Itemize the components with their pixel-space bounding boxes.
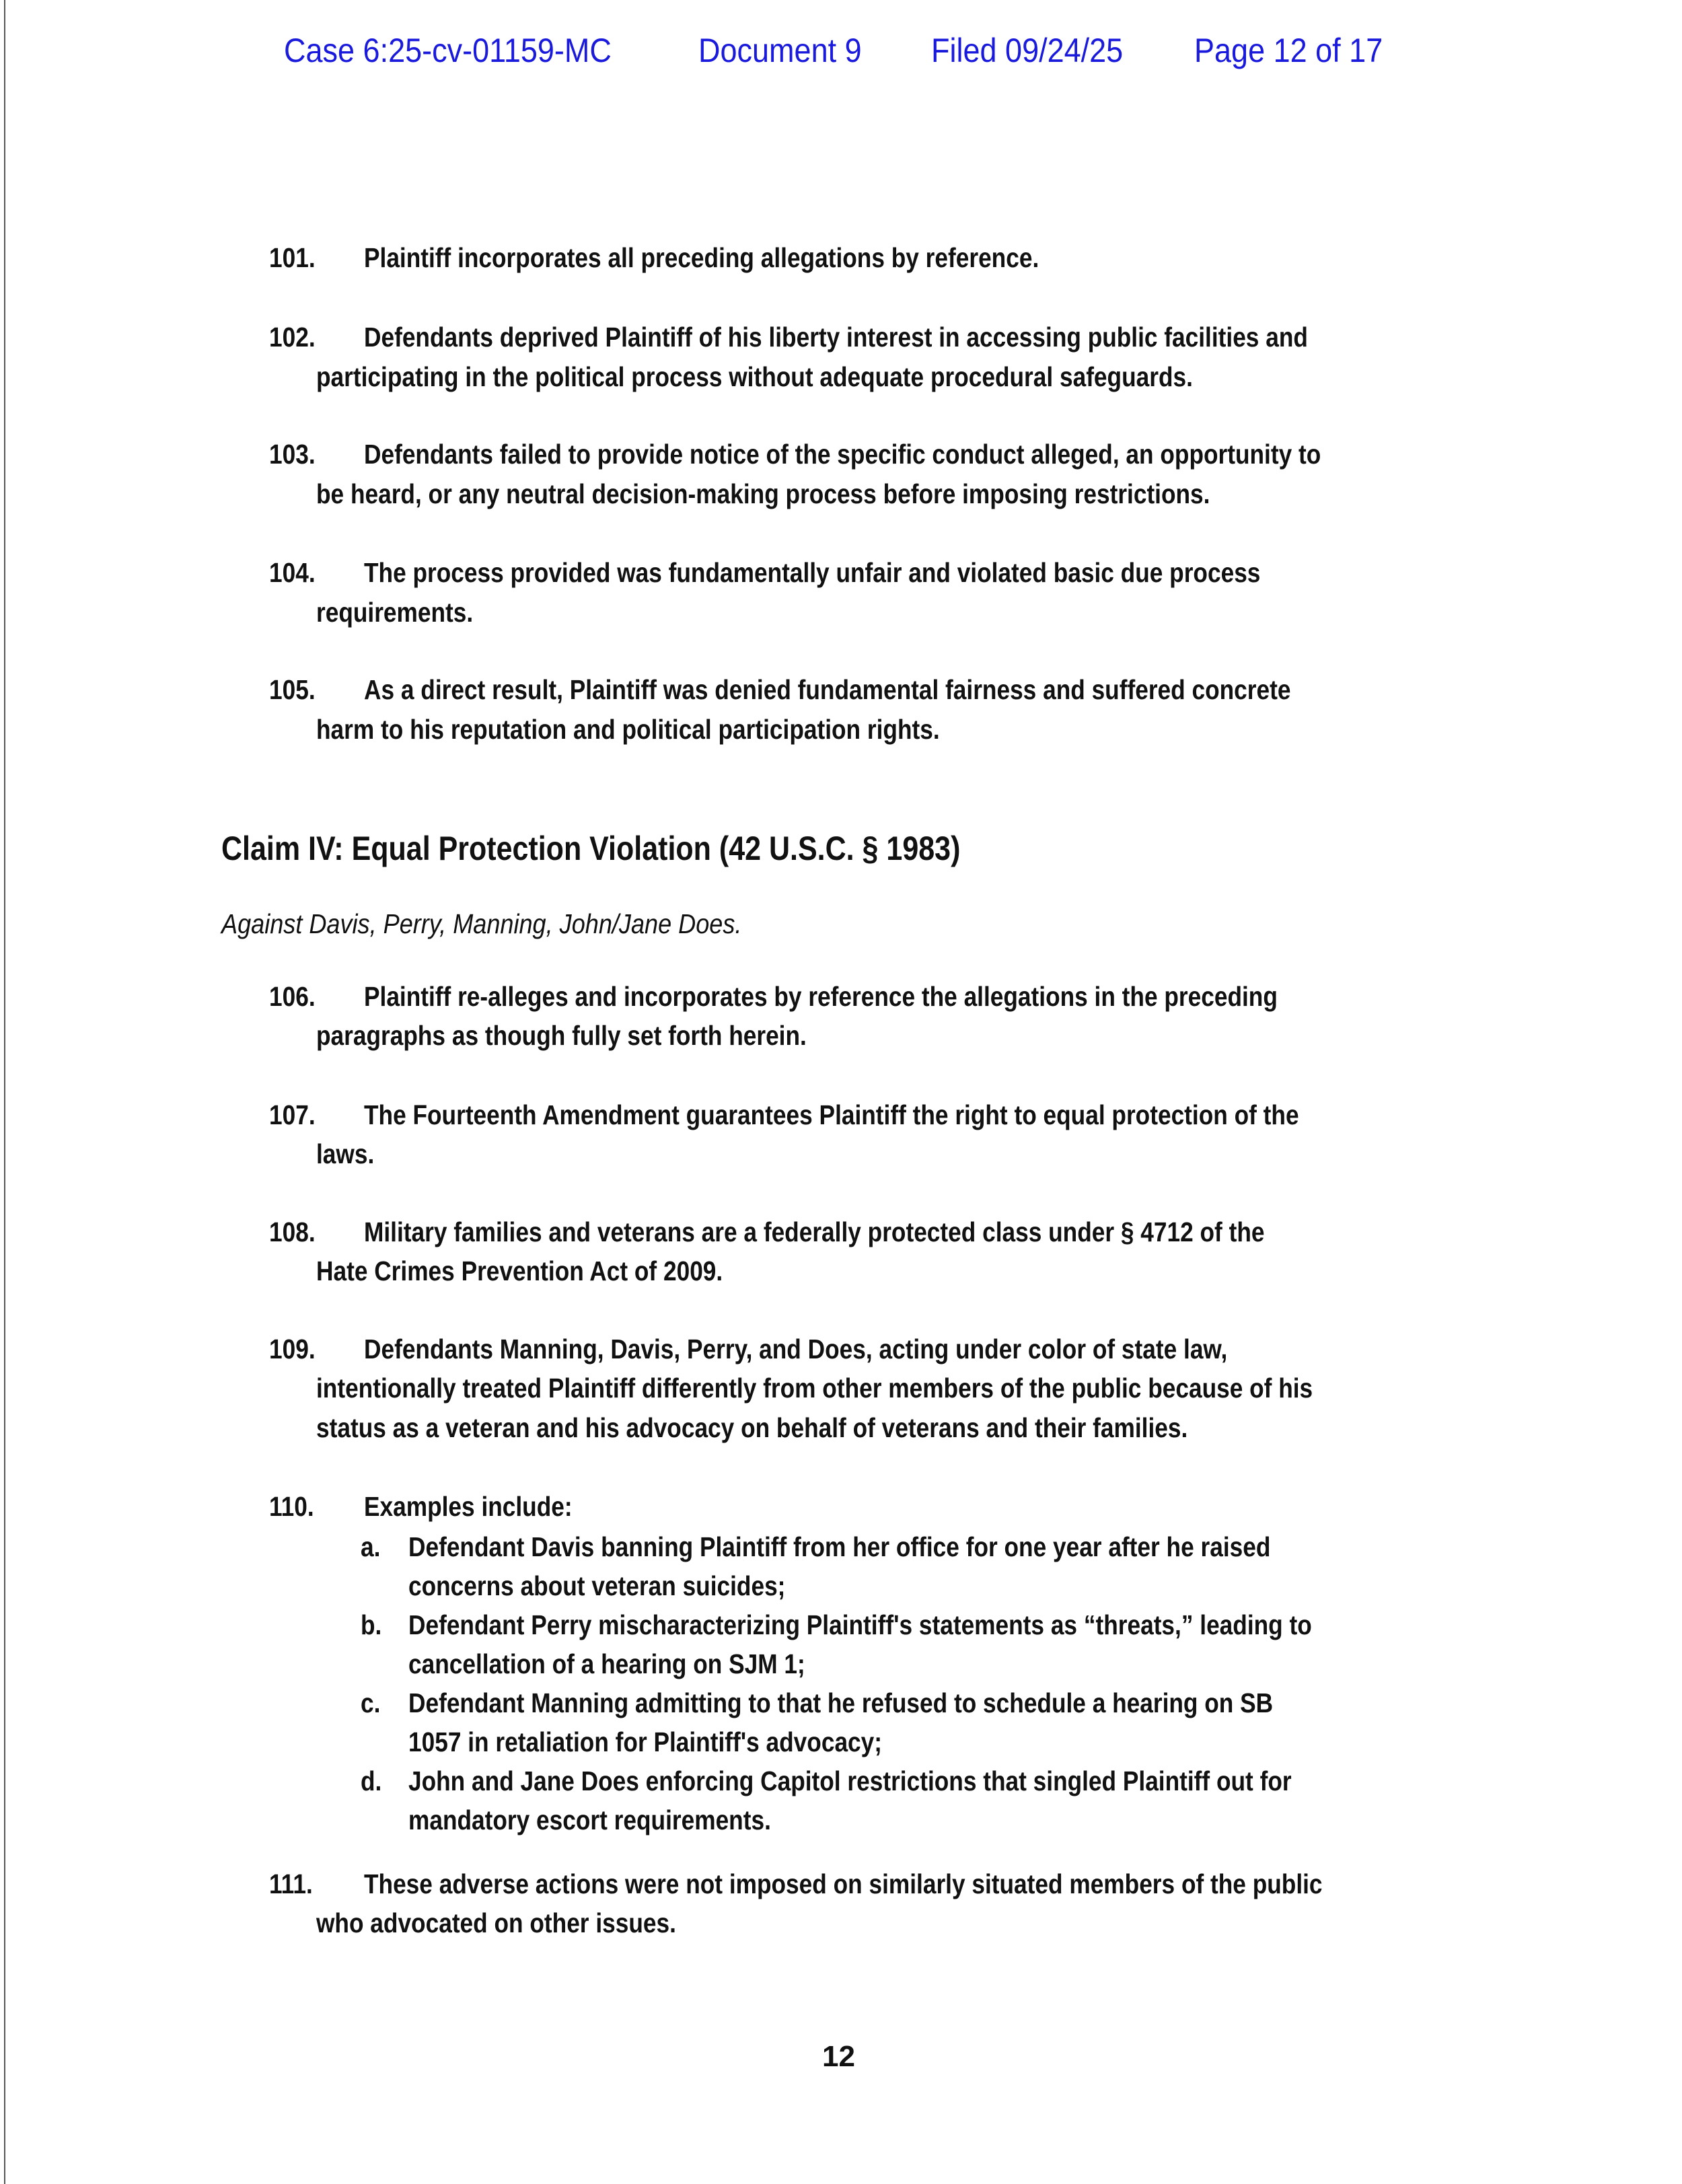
- paragraph-line: paragraphs as though fully set forth herein.: [316, 1020, 807, 1051]
- paragraph-number: 103.: [269, 439, 316, 470]
- paragraph-line: Examples include:: [364, 1491, 573, 1522]
- paragraph-line: Defendants Manning, Davis, Perry, and Does, acting under color of state law,: [364, 1334, 1228, 1364]
- paragraph-number: 106.: [269, 981, 316, 1012]
- filed-date: Filed 09/24/25: [931, 32, 1124, 69]
- paragraph-number: 104.: [269, 557, 316, 588]
- example-letter: b.: [361, 1609, 382, 1640]
- paragraph-number: 110.: [269, 1491, 314, 1522]
- example-line: John and Jane Does enforcing Capitol restrictions that singled Plaintiff out for: [408, 1766, 1292, 1796]
- example-line: 1057 in retaliation for Plaintiff's advocacy;: [408, 1726, 883, 1757]
- example-letter: a.: [361, 1531, 381, 1562]
- paragraph-line: Military families and veterans are a federally protected class under § 4712 of the: [364, 1216, 1265, 1247]
- paragraph-line: participating in the political process without adequate procedural safeguards.: [316, 361, 1193, 392]
- paragraph-line: harm to his reputation and political participation rights.: [316, 714, 940, 745]
- paragraph-line: The process provided was fundamentally unfair and violated basic due process: [364, 557, 1261, 588]
- paragraph-line: Defendants failed to provide notice of the specific conduct alleged, an opportunity to: [364, 439, 1321, 470]
- paragraph-line: As a direct result, Plaintiff was denied fundamental fairness and suffered concrete: [364, 674, 1291, 705]
- paragraph-number: 101.: [269, 242, 316, 273]
- paragraph-line: Plaintiff re-alleges and incorporates by reference the allegations in the preceding: [364, 981, 1278, 1012]
- paragraph-number: 108.: [269, 1216, 316, 1247]
- paragraph-line: Plaintiff incorporates all preceding allegations by reference.: [364, 242, 1039, 273]
- example-line: Defendant Davis banning Plaintiff from her office for one year after he raised: [408, 1531, 1271, 1562]
- page-indicator: Page 12 of 17: [1194, 32, 1383, 69]
- page-number: 12: [822, 2040, 855, 2073]
- paragraph-number: 111.: [269, 1868, 313, 1899]
- example-line: mandatory escort requirements.: [408, 1805, 771, 1835]
- claim-against: Against Davis, Perry, Manning, John/Jane Does.: [221, 908, 742, 939]
- example-line: concerns about veteran suicides;: [408, 1570, 786, 1601]
- example-line: Defendant Manning admitting to that he refused to schedule a hearing on SB: [408, 1687, 1274, 1718]
- paragraph-number: 102.: [269, 322, 316, 353]
- example-letter: d.: [361, 1766, 382, 1796]
- scan-edge: [4, 0, 5, 2184]
- example-line: cancellation of a hearing on SJM 1;: [408, 1648, 805, 1679]
- paragraph-line: The Fourteenth Amendment guarantees Plaintiff the right to equal protection of the: [364, 1099, 1299, 1130]
- example-line: Defendant Perry mischaracterizing Plaintiff's statements as “threats,” leading to: [408, 1609, 1312, 1640]
- paragraph-number: 109.: [269, 1334, 316, 1364]
- paragraph-line: Defendants deprived Plaintiff of his liberty interest in accessing public facilities and: [364, 322, 1308, 353]
- paragraph-line: These adverse actions were not imposed on similarly situated members of the public: [364, 1868, 1323, 1899]
- paragraph-number: 105.: [269, 674, 316, 705]
- paragraph-line: be heard, or any neutral decision-making process before imposing restrictions.: [316, 478, 1210, 509]
- claim-heading: Claim IV: Equal Protection Violation (42 U.S.C. § 1983): [221, 830, 961, 867]
- paragraph-number: 107.: [269, 1099, 316, 1130]
- paragraph-line: who advocated on other issues.: [316, 1907, 676, 1938]
- example-letter: c.: [361, 1687, 381, 1718]
- paragraph-line: Hate Crimes Prevention Act of 2009.: [316, 1255, 723, 1286]
- case-number: Case 6:25-cv-01159-MC: [284, 32, 612, 69]
- paragraph-line: requirements.: [316, 597, 474, 628]
- paragraph-line: status as a veteran and his advocacy on behalf of veterans and their families.: [316, 1412, 1188, 1443]
- paragraph-line: intentionally treated Plaintiff differently from other members of the public because of his: [316, 1373, 1313, 1404]
- paragraph-line: laws.: [316, 1138, 375, 1169]
- document-number: Document 9: [698, 32, 862, 69]
